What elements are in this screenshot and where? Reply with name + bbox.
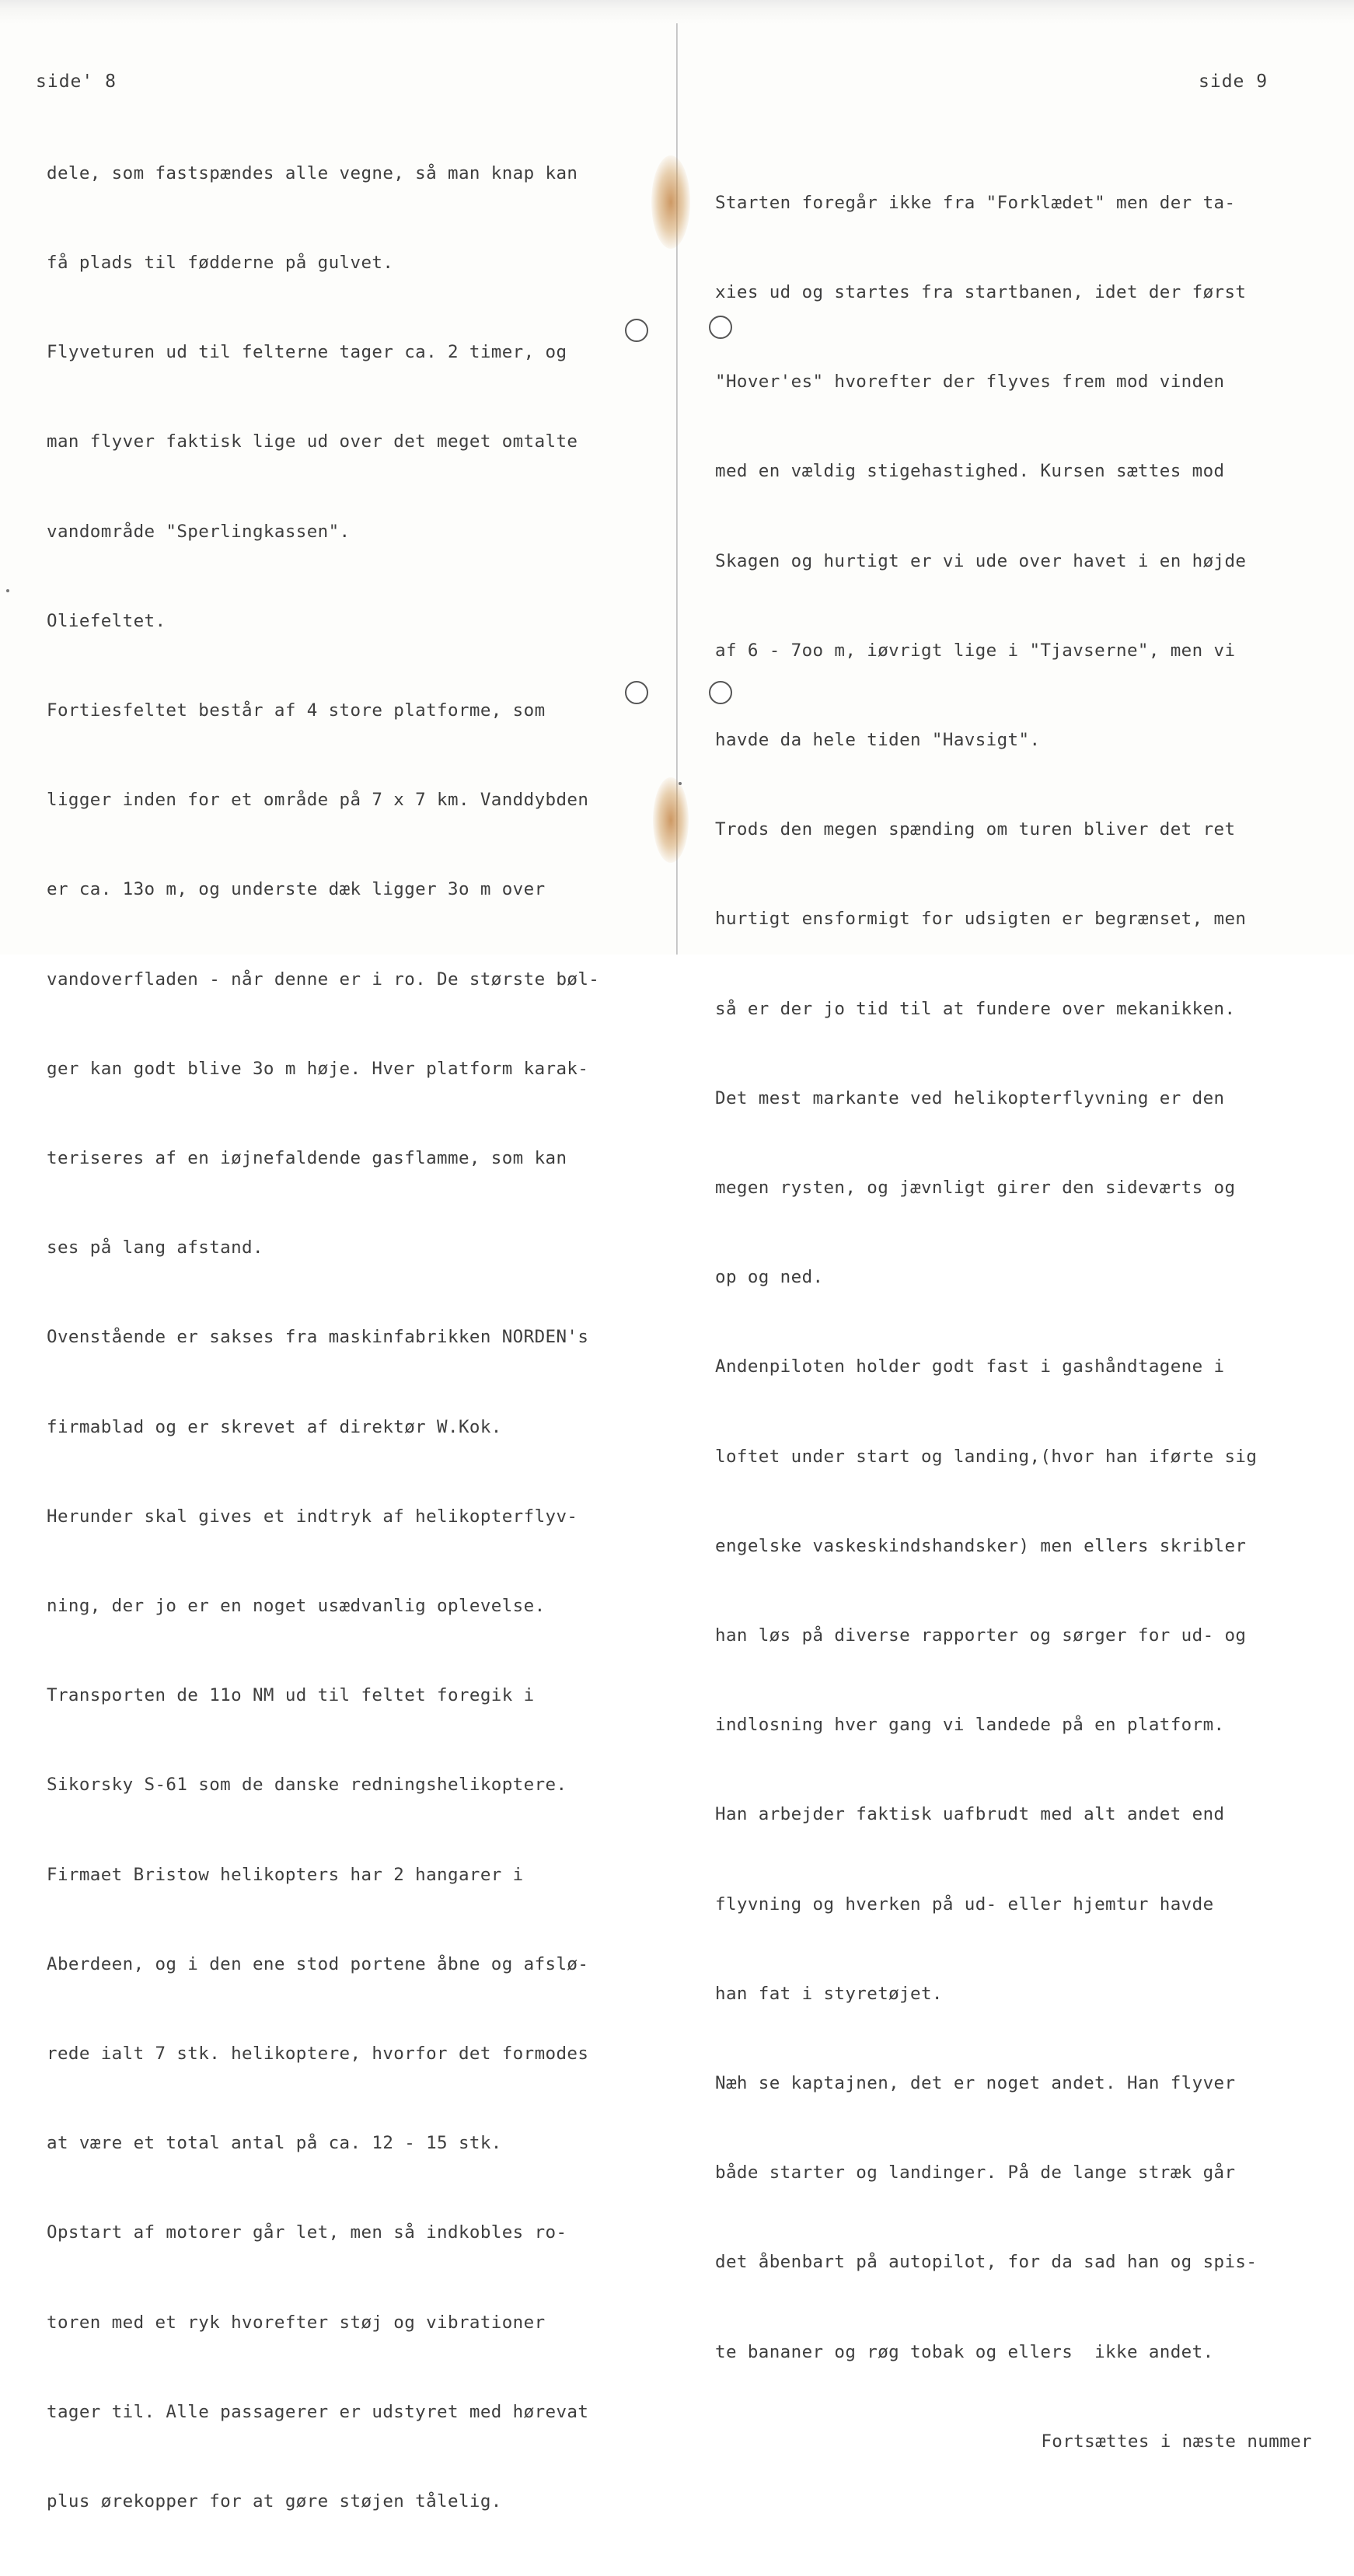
body-line: toren med et ryk hvorefter støj og vibrationer — [47, 2312, 546, 2333]
body-line: "Hover'es" hvorefter der flyves frem mod vinden — [715, 372, 1225, 393]
body-line: indlosning hver gang vi landede på en platform. — [715, 1715, 1225, 1736]
body-line: Ovenstående er sakses fra maskinfabrikken NORDEN's — [47, 1327, 589, 1348]
body-line: Herunder skal gives et indtryk af helikopterflyv- — [47, 1506, 578, 1527]
body-line: teriseres af en iøjnefaldende gasflamme, som kan — [47, 1148, 567, 1169]
body-line: megen rysten, og jævnligt girer den sideværts og — [715, 1178, 1236, 1199]
left-page-body — [47, 99, 599, 2576]
body-line: Sikorsky S-61 som de danske redningshelikoptere. — [47, 1775, 567, 1796]
body-line: af 6 - 7oo m, iøvrigt lige i "Tjavserne", men vi — [715, 640, 1236, 661]
body-line: man flyver faktisk lige ud over det meget omtalte — [47, 431, 578, 452]
continuation-note: Fortsættes i næste nummer — [1041, 2431, 1312, 2452]
paper-speck — [679, 782, 682, 785]
body-line: ligger inden for et område på 7 x 7 km. Vanddybden — [47, 790, 589, 811]
body-line: Fortiesfeltet består af 4 store platforme, som — [47, 700, 546, 721]
body-line: Firmaet Bristow helikopters har 2 hangarer i — [47, 1864, 524, 1885]
body-line: Skagen og hurtigt er vi ude over havet i en højde — [715, 550, 1247, 571]
body-line: vandoverfladen - når denne er i ro. De største bøl- — [47, 969, 600, 990]
body-line: det åbenbart på autopilot, for da sad han og spis- — [715, 2252, 1258, 2273]
body-line: dele, som fastspændes alle vegne, så man knap kan — [47, 162, 578, 183]
body-line: ses på lang afstand. — [47, 1237, 263, 1258]
body-line: at være et total antal på ca. 12 - 15 stk. — [47, 2133, 502, 2154]
body-line: Flyveturen ud til felterne tager ca. 2 timer, og — [47, 342, 567, 363]
body-line: firmablad og er skrevet af direktør W.Kok. — [47, 1416, 502, 1437]
rust-stain-upper — [651, 155, 690, 249]
punch-hole-left-upper — [625, 319, 648, 342]
right-page — [679, 0, 1354, 2452]
body-line: ger kan godt blive 3o m høje. Hver platform karak- — [47, 1058, 589, 1079]
body-line: tager til. Alle passagerer er udstyret med hørevat — [47, 2401, 589, 2422]
body-line: plus ørekopper for at gøre støjen tålelig. — [47, 2491, 502, 2512]
body-line: er ca. 13o m, og underste dæk ligger 3o m over — [47, 879, 546, 900]
body-line: Det mest markante ved helikopterflyvning er den — [715, 1087, 1225, 1108]
paper-speck — [6, 589, 9, 592]
body-line: Trods den megen spænding om turen bliver det ret — [715, 819, 1236, 840]
left-page — [0, 0, 675, 2512]
body-line: op og ned. — [715, 1267, 824, 1288]
body-line: Transporten de 11o NM ud til feltet foregik i — [47, 1685, 535, 1706]
body-line: han løs på diverse rapporter og sørger for ud- og — [715, 1625, 1247, 1646]
left-page-number: side' 8 — [36, 72, 117, 92]
body-line: Han arbejder faktisk uafbrudt med alt andet end — [715, 1804, 1225, 1825]
body-line: så er der jo tid til at fundere over mekanikken. — [715, 998, 1236, 1019]
body-line: hurtigt ensformigt for udsigten er begrænset, men — [715, 909, 1247, 930]
right-page-body — [715, 128, 1312, 2516]
punch-hole-right-upper — [709, 316, 732, 339]
body-line: rede ialt 7 stk. helikoptere, hvorfor det formodes — [47, 2044, 589, 2065]
body-line: med en vældig stigehastighed. Kursen sættes mod — [715, 461, 1225, 482]
rust-stain-lower — [653, 777, 689, 863]
body-line: Andenpiloten holder godt fast i gashåndtagene i — [715, 1356, 1225, 1377]
right-page-number: side 9 — [1199, 72, 1269, 92]
punch-hole-right-lower — [709, 681, 732, 704]
body-line: få plads til fødderne på gulvet. — [47, 253, 394, 274]
body-line: engelske vaskeskindshandsker) men ellers skribler — [715, 1535, 1247, 1556]
punch-hole-left-lower — [625, 681, 648, 704]
body-line: både starter og landinger. På de lange stræk går — [715, 2162, 1236, 2183]
section-heading: Oliefeltet. — [47, 610, 166, 631]
body-line: xies ud og startes fra startbanen, idet der først — [715, 282, 1247, 303]
body-line: han fat i styretøjet. — [715, 1983, 943, 2004]
body-line: Opstart af motorer går let, men så indkobles ro- — [47, 2222, 567, 2243]
body-line: vandområde "Sperlingkassen". — [47, 521, 351, 542]
body-line: loftet under start og landing,(hvor han iførte sig — [715, 1446, 1258, 1467]
body-line: Starten foregår ikke fra "Forklædet" men der ta- — [715, 192, 1236, 213]
body-line: flyvning og hverken på ud- eller hjemtur havde — [715, 1894, 1214, 1915]
body-line: havde da hele tiden "Havsigt". — [715, 730, 1041, 751]
body-line: ning, der jo er en noget usædvanlig oplevelse. — [47, 1596, 546, 1617]
body-line: te bananer og røg tobak og ellers ikke andet. — [715, 2341, 1214, 2362]
body-line: Næh se kaptajnen, det er noget andet. Han flyver — [715, 2073, 1236, 2094]
body-line: Aberdeen, og i den ene stod portene åbne og afslø- — [47, 1953, 589, 1974]
